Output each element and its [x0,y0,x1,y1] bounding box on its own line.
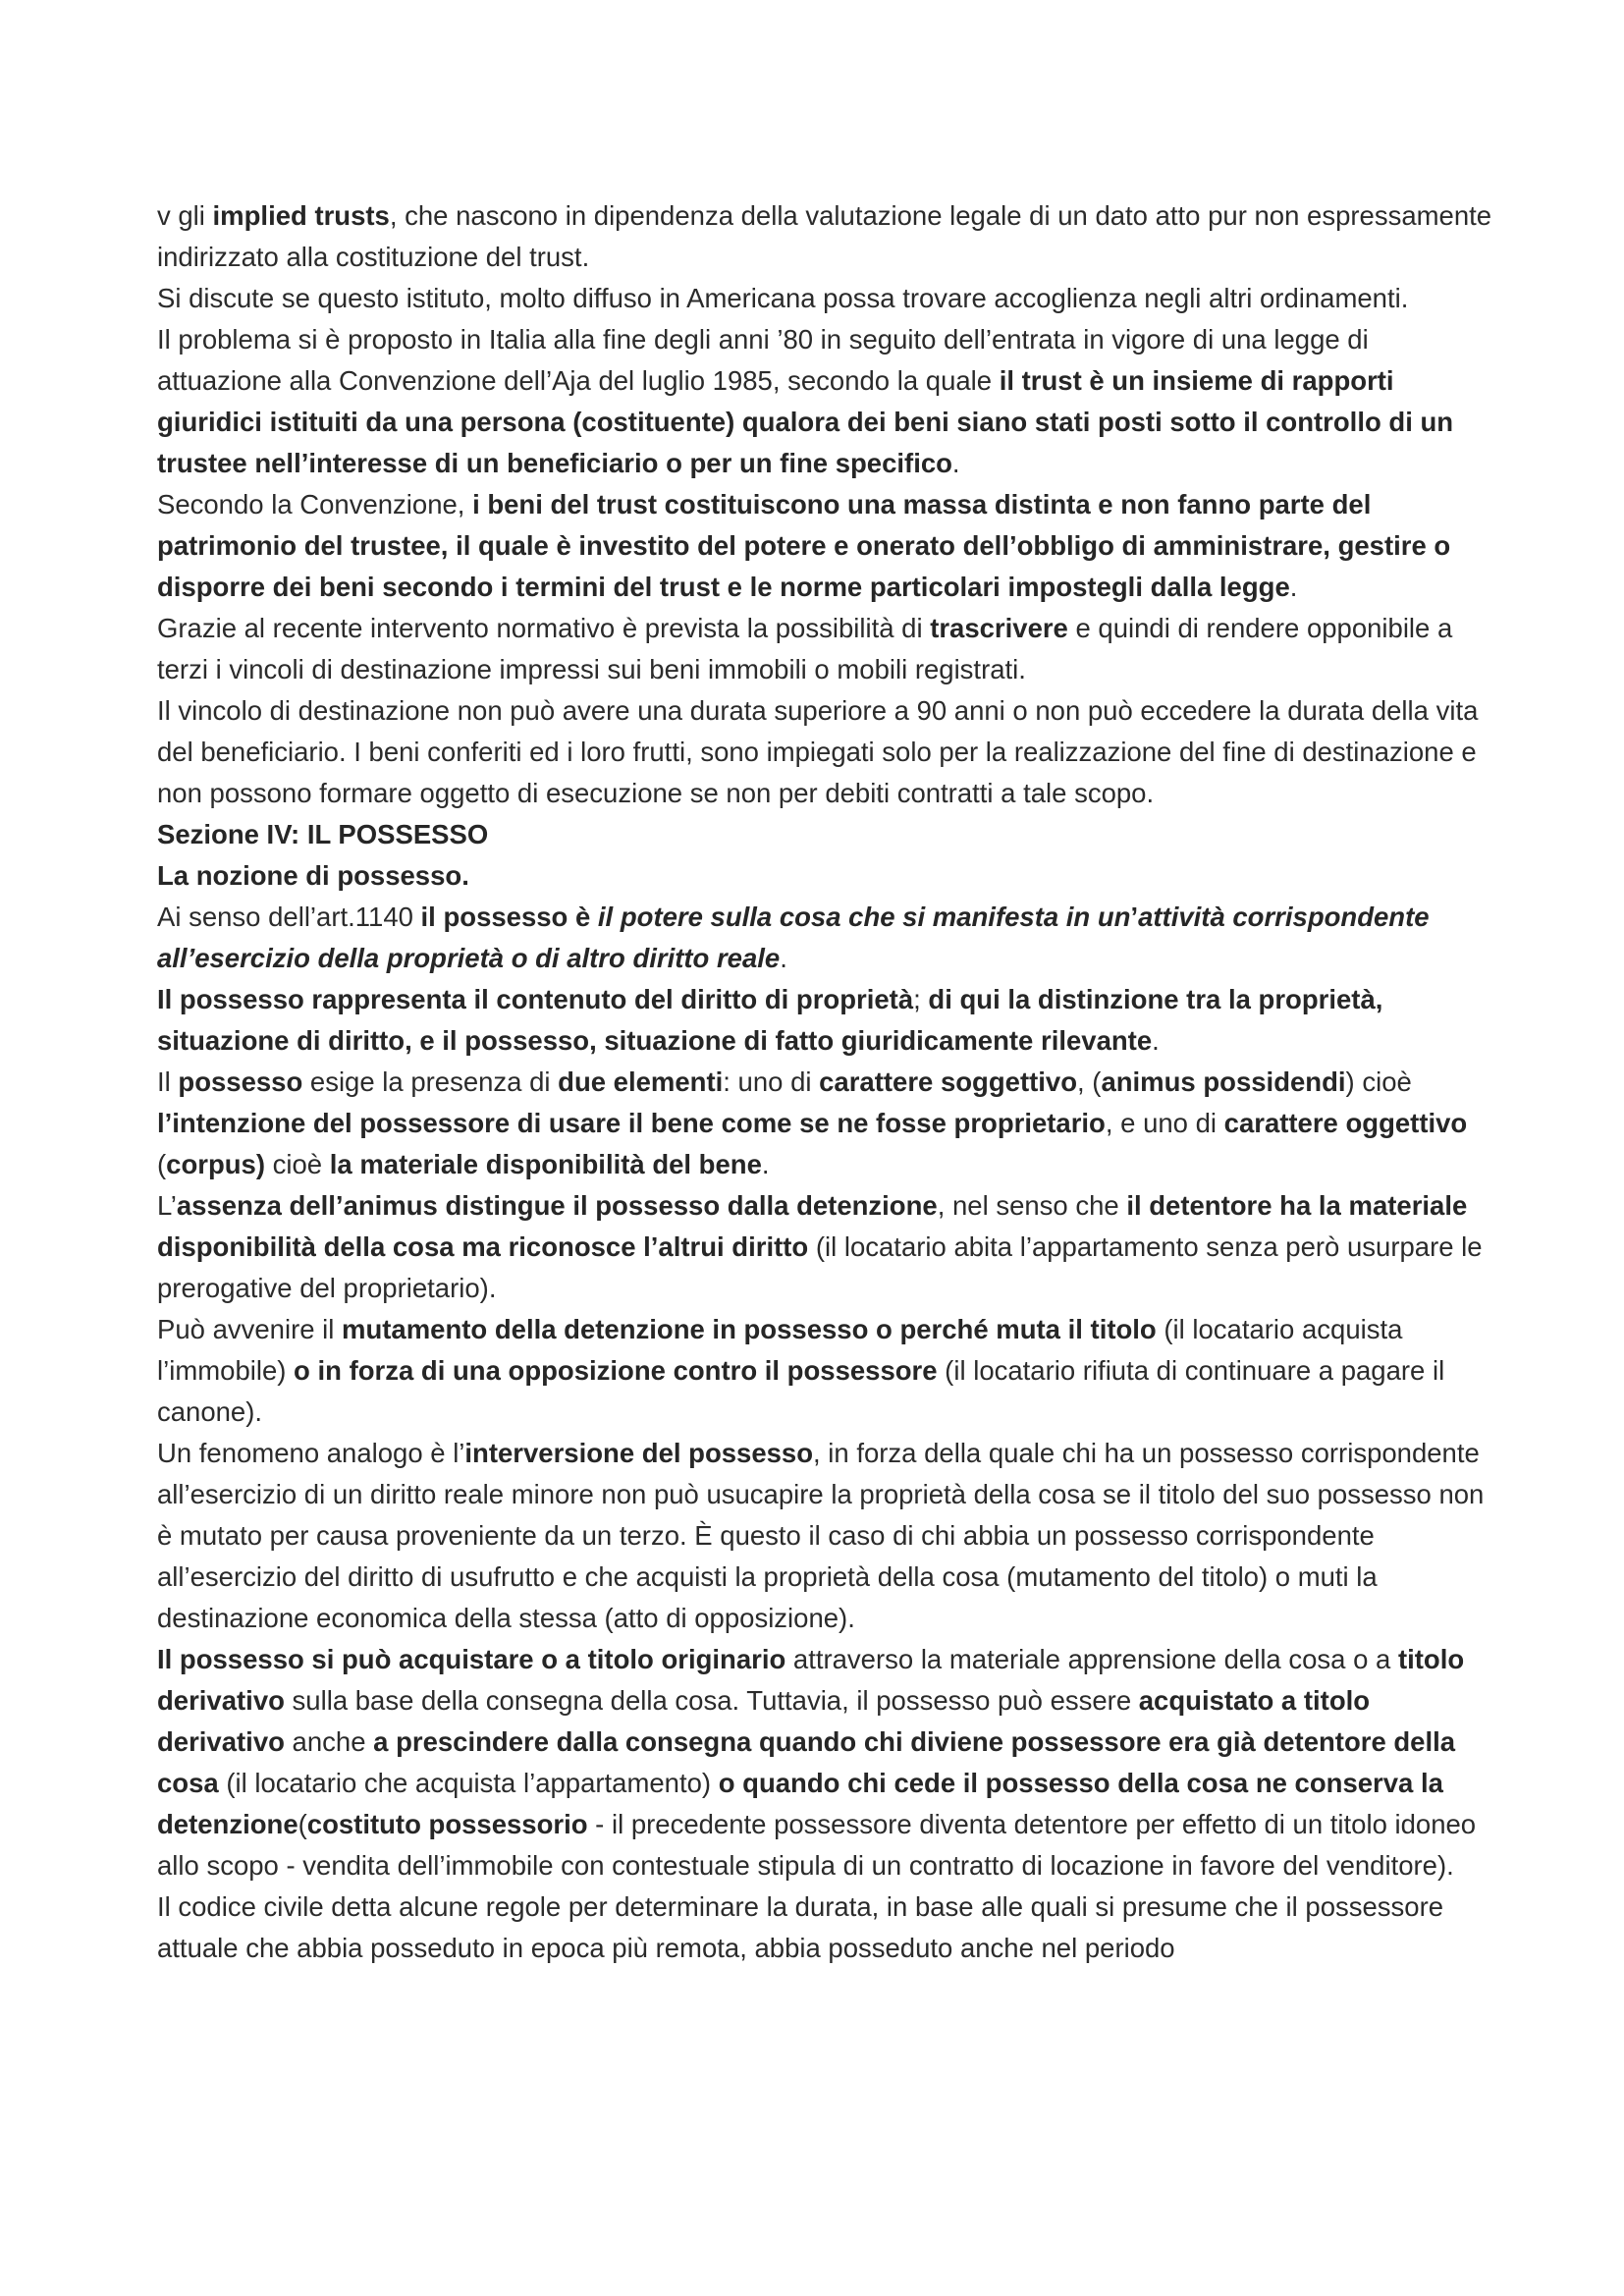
paragraph [157,814,1492,855]
paragraph [157,278,1492,319]
bold-run: titolo derivativo [157,1644,1465,1716]
bold-run: costituto possessorio [306,1809,588,1839]
bold-run: l’intenzione del possessore di usare il bene come se ne fosse proprietario [157,1108,1106,1138]
text-run: v gli [157,200,213,231]
text-run: . [780,943,787,973]
text-run: , ( [1077,1066,1102,1097]
paragraph [157,1639,1492,1886]
text-run: , che nascono in dipendenza della valutazione legale di un dato atto pur non espressamente indirizzato alla costituzione del trust. [157,200,1492,272]
paragraph [157,1062,1492,1185]
text-run: Ai senso dell’art.1140 [157,902,421,932]
bold-run: mutamento della detenzione in possesso o perché muta il titolo [342,1314,1157,1344]
bold-run: Sezione IV: IL POSSESSO [157,819,489,849]
bold-run: trascrivere [930,613,1068,643]
document-page [157,195,1492,1969]
text-run: attraverso la materiale apprensione della cosa o a [785,1644,1398,1674]
text-run: , nel senso che [937,1190,1127,1221]
text-run: ; [913,984,929,1014]
text-run: Si discute se questo istituto, molto diffuso in Americana possa trovare accoglienza negli altri ordinamenti. [157,283,1409,313]
bold-run: carattere oggettivo [1223,1108,1468,1138]
bold-run: o quando chi cede il possesso della cosa ne conserva la detenzione [157,1768,1443,1839]
text-run: L’ [157,1190,177,1221]
bold-run: implied trusts [212,200,390,231]
text-run: , e uno di [1105,1108,1224,1138]
text-run: . [951,448,960,478]
bold-run: Il possesso rappresenta il contenuto del diritto di proprietà [157,984,914,1014]
paragraph [157,979,1492,1062]
text-run: . [761,1149,770,1179]
paragraph [157,897,1492,979]
text-run: Grazie al recente intervento normativo è prevista la possibilità di [157,613,931,643]
text-run: . [1152,1025,1160,1056]
text-run: sulla base della consegna della cosa. Tuttavia, il possesso può essere [284,1685,1139,1716]
bold-run: corpus) [166,1149,266,1179]
bold-run: animus possidendi [1101,1066,1346,1097]
text-run: (il locatario rifiuta di continuare a pagare il canone). [157,1355,1445,1427]
bold-run [598,902,1131,932]
paragraph [157,1886,1492,1969]
bold-italic-run: attività corrispondente all’esercizio della proprietà o di altro diritto reale [157,902,1430,973]
bold-run: il trust è un insieme di rapporti giuridici istituiti da una persona (costituente) qualora dei beni siano stati posti sotto il controllo di un trustee nell’interesse di un beneficiario o per un fine specifico [157,365,1454,478]
text-run: Il [157,1066,179,1097]
bold-italic-run: il potere sulla cosa che si manifesta in un [597,902,1131,932]
text-run: Il vincolo di destinazione non può avere una durata superiore a 90 anni o non può eccedere la durata della vita del beneficiario. I beni conferiti ed i loro frutti, sono impiegati solo per la realizzazione del fine di destinazione e non possono formare oggetto di esecuzione se non per debiti contratti a tale scopo. [157,695,1479,808]
text-run: e quindi di rendere opponibile a terzi i vincoli di destinazione impressi sui beni immobili o mobili registrati. [157,613,1453,684]
text-run: (il locatario abita l’appartamento senza però usurpare le prerogative del proprietario). [157,1231,1483,1303]
bold-run: acquistato a titolo derivativo [157,1685,1371,1757]
bold-run: il possesso è [420,902,598,932]
text-run: ) cioè [1345,1066,1412,1097]
bold-run: possesso [178,1066,303,1097]
bold-run: assenza dell’animus distingue il possesso dalla detenzione [176,1190,938,1221]
text-run: ( [298,1809,307,1839]
text-run: cioè [265,1149,330,1179]
paragraph [157,1185,1492,1309]
bold-run: due elementi [558,1066,724,1097]
text-run: , in forza della quale chi ha un possesso corrispondente all’esercizio di un diritto reale minore non può usucapire la proprietà della cosa se il titolo del suo possesso non è mutato per causa proveniente da un terzo. È questo il caso di chi abbia un possesso corrispondente all’esercizio del diritto di usufrutto e che acquisti la proprietà della cosa (mutamento del titolo) o muti la destinazione economica della stessa (atto di opposizione). [157,1438,1485,1633]
bold-run: la materiale disponibilità del bene [329,1149,762,1179]
text-run: Un fenomeno analogo è l’ [157,1438,465,1468]
text-run: . [1289,572,1298,602]
paragraph [157,1309,1492,1433]
bold-run: interversione del possesso [464,1438,814,1468]
bold-run: ’ [1130,902,1139,932]
text-run: anche [284,1726,374,1757]
paragraph [157,319,1492,484]
bold-run: Il possesso si può acquistare o a titolo originario [157,1644,786,1674]
paragraph [157,608,1492,690]
text-run: Può avvenire il [157,1314,343,1344]
paragraph [157,195,1492,278]
text-run: ( [157,1149,167,1179]
paragraph [157,855,1492,897]
text-run: (il locatario acquista l’immobile) [157,1314,1403,1386]
text-run: Il problema si è proposto in Italia alla fine degli anni ’80 in seguito dell’entrata in vigore di una legge di attuazione alla Convenzione dell’Aja del luglio 1985, secondo la quale [157,324,1369,396]
text-run: - il precedente possessore diventa detentore per effetto di un titolo idoneo allo scopo - vendita dell’immobile con contestuale stipula di un contratto di locazione in favore del venditore). [157,1809,1477,1881]
bold-run: a prescindere dalla consegna quando chi diviene possessore era già detentore della cosa [157,1726,1456,1798]
bold-run: carattere soggettivo [819,1066,1077,1097]
text-run: (il locatario che acquista l’appartamento) [218,1768,719,1798]
paragraph [157,1433,1492,1639]
paragraph [157,690,1492,814]
bold-run: il detentore ha la materiale disponibilità della cosa ma riconosce l’altrui diritto [157,1190,1468,1262]
text-run: : uno di [723,1066,820,1097]
bold-run: di qui la distinzione tra la proprietà, situazione di diritto, e il possesso, situazione di fatto giuridicamente rilevante [157,984,1383,1056]
text-run: Secondo la Convenzione, [157,489,473,519]
bold-run: La nozione di possesso. [157,860,469,891]
text-run: Il codice civile detta alcune regole per determinare la durata, in base alle quali si presume che il possessore attuale che abbia posseduto in epoca più remota, abbia posseduto anche nel periodo [157,1891,1444,1963]
bold-run: i beni del trust costituiscono una massa distinta e non fanno parte del patrimonio del trustee, il quale è investito del potere e onerato dell’obbligo di amministrare, gestire o disporre dei beni secondo i termini del trust e le norme particolari impostegli dalla legge [157,489,1451,602]
paragraph [157,484,1492,608]
bold-run: o in forza di una opposizione contro il possessore [294,1355,938,1386]
text-run: esige la presenza di [302,1066,559,1097]
